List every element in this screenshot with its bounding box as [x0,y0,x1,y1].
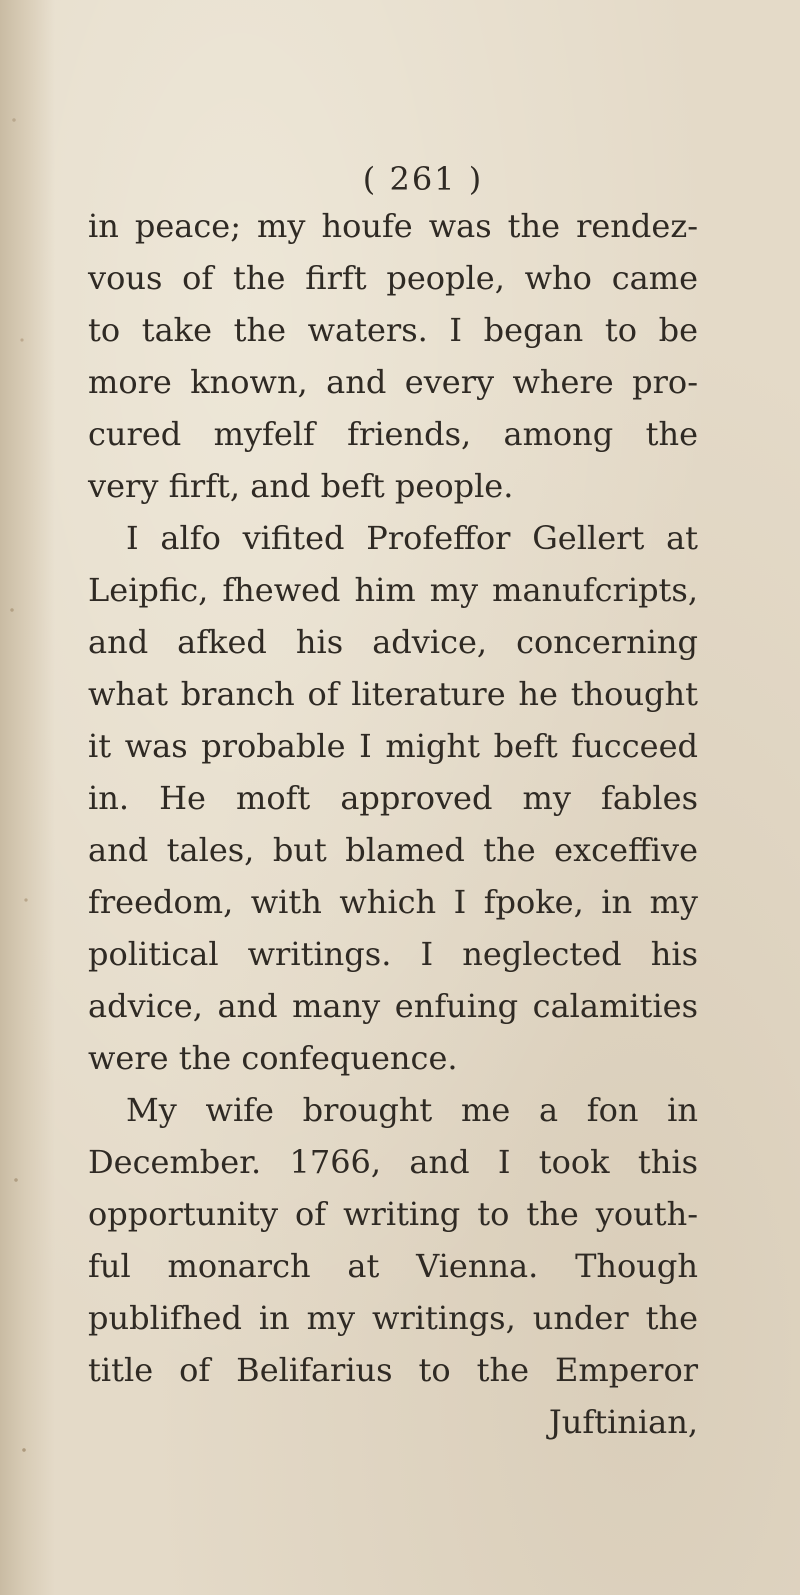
text-line: Leipfic, fhewed him my manufcripts, [88,571,698,609]
text-line: in. He moft approved my fables [88,779,698,817]
text-line: cured myfelf friends, among the [88,415,698,453]
text-line: title of Belifarius to the Emperor [88,1351,698,1389]
catchword: Juftinian, [548,1403,698,1441]
text-line: vous of the firft people, who came [88,259,698,297]
text-line: My wife brought me a fon in [126,1091,698,1129]
text-line: were the confequence. [88,1039,458,1077]
text-line: advice, and many enfuing calamities [88,987,698,1025]
text-line: and tales, but blamed the exceffive [88,831,698,869]
text-line: political writings. I neglected his [88,935,698,973]
body-text [88,200,698,1448]
text-line: December. 1766, and I took this [88,1143,698,1181]
page-foxing-spots [4,0,34,1595]
text-line: and afked his advice, concerning [88,623,698,661]
text-line: in peace; my houfe was the rendez- [88,207,698,245]
text-line: what branch of literature he thought [88,675,698,713]
text-line: opportunity of writing to the youth- [88,1195,698,1233]
text-line: to take the waters. I began to be [88,311,698,349]
text-line: ful monarch at Vienna. Though [88,1247,698,1285]
text-line: very firft, and beft people. [88,467,514,505]
text-line: freedom, with which I fpoke, in my [88,883,698,921]
text-line: it was probable I might beft fucceed [88,727,698,765]
text-line: more known, and every where pro- [88,363,698,401]
page-number-header: ( 261 ) [362,160,484,198]
text-line: I alfo vifited Profeffor Gellert at [126,519,698,557]
text-line: publifhed in my writings, under the [88,1299,698,1337]
